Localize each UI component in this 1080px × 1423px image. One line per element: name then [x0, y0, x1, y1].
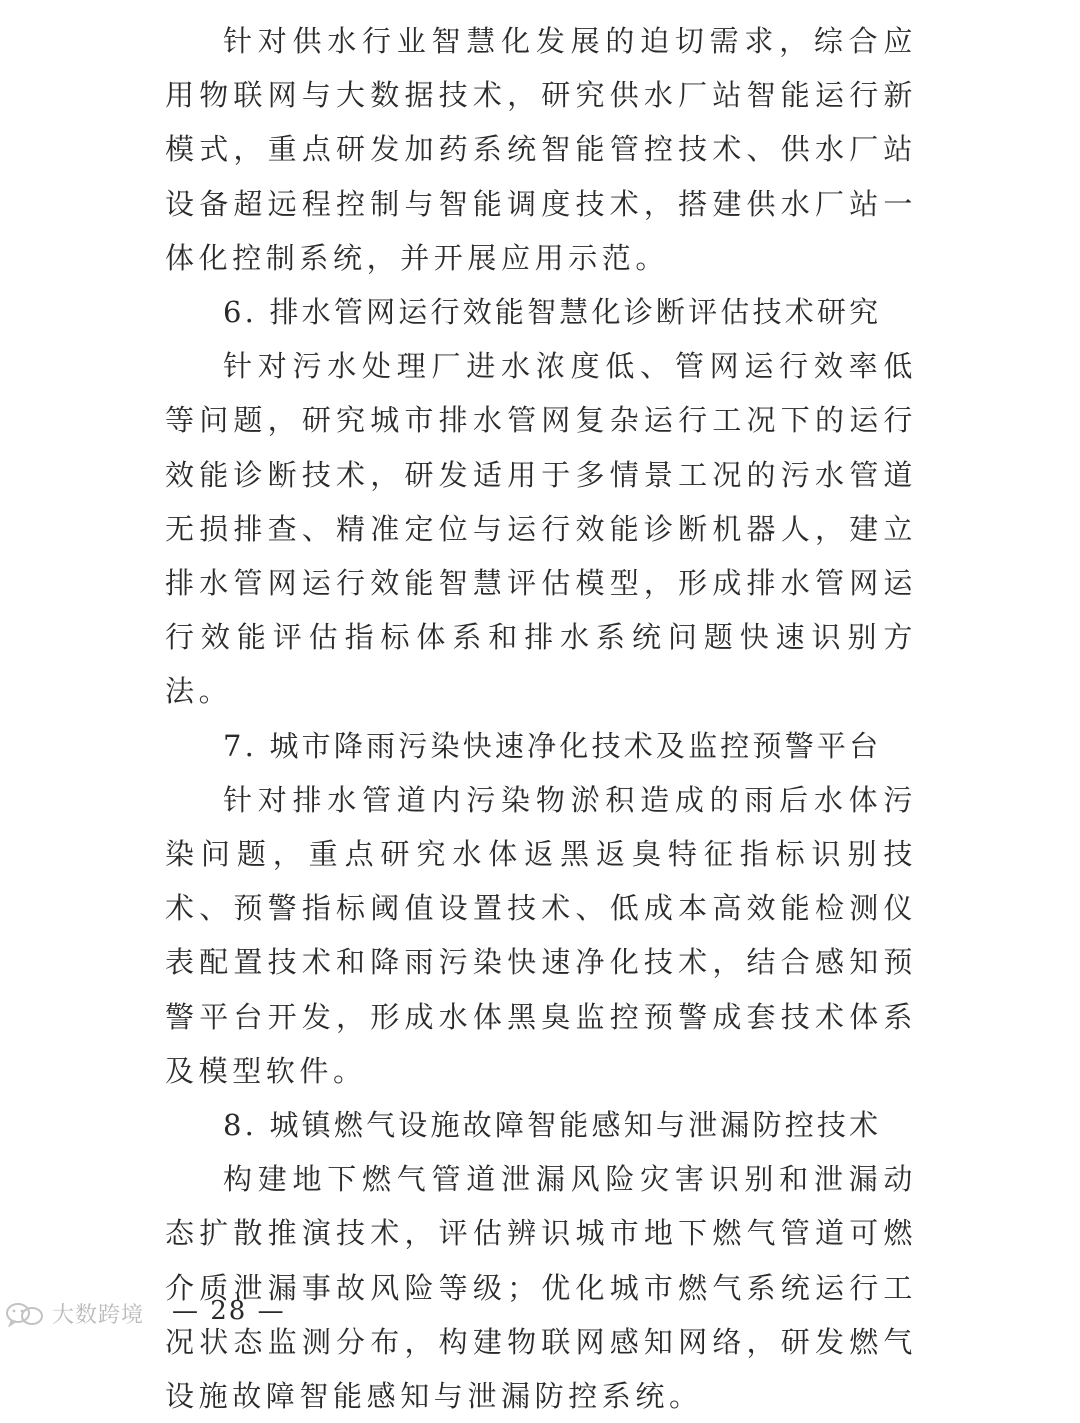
paragraph-water-supply: 针对供水行业智慧化发展的迫切需求，综合应用物联网与大数据技术，研究供水厂站智能运行新模式，重点研发加药系统智能管控技术、供水厂站设备超远程控制与智能调度技术，搭建供水厂站一体化控制系统，并开展应用示范。: [165, 24, 917, 275]
wechat-logo-icon: [4, 1301, 46, 1327]
watermark: [4, 1298, 144, 1329]
heading-drainage-network: 6. 排水管网运行效能智慧化诊断评估技术研究: [223, 295, 882, 330]
paragraph-drainage-network: 针对污水处理厂进水浓度低、管网运行效率低等问题，研究城市排水管网复杂运行工况下的运行效能诊断技术，研发适用于多情景工况的污水管道无损排查、精准定位与运行效能诊断机器人，建立排水管网运行效能智慧评估模型，形成排水管网运行效能评估指标体系和排水系统问题快速识别方法。: [165, 349, 917, 709]
paragraph-rainfall-pollution: 针对排水管道内污染物淤积造成的雨后水体污染问题，重点研究水体返黑返臭特征指标识别技术、预警指标阈值设置技术、低成本高效能检测仪表配置技术和降雨污染快速净化技术，结合感知预警平台开发，形成水体黑臭监控预警成套技术体系及模型软件。: [165, 782, 917, 1088]
heading-rainfall-pollution: 7. 城市降雨污染快速净化技术及监控预警平台: [223, 728, 882, 763]
document-body: [165, 14, 917, 1423]
page-number: — 28 —: [172, 1296, 286, 1326]
paragraph-gas-facility: 构建地下燃气管道泄漏风险灾害识别和泄漏动态扩散推演技术，评估辨识城市地下燃气管道可燃介质泄漏事故风险等级；优化城市燃气系统运行工况状态监测分布，构建物联网感知网络，研发燃气设施故障智能感知与泄漏防控系统。: [165, 1162, 917, 1414]
heading-gas-facility: 8. 城镇燃气设施故障智能感知与泄漏防控技术: [223, 1108, 882, 1143]
page-footer: [0, 1292, 1080, 1332]
watermark-text: 大数跨境: [52, 1303, 145, 1328]
